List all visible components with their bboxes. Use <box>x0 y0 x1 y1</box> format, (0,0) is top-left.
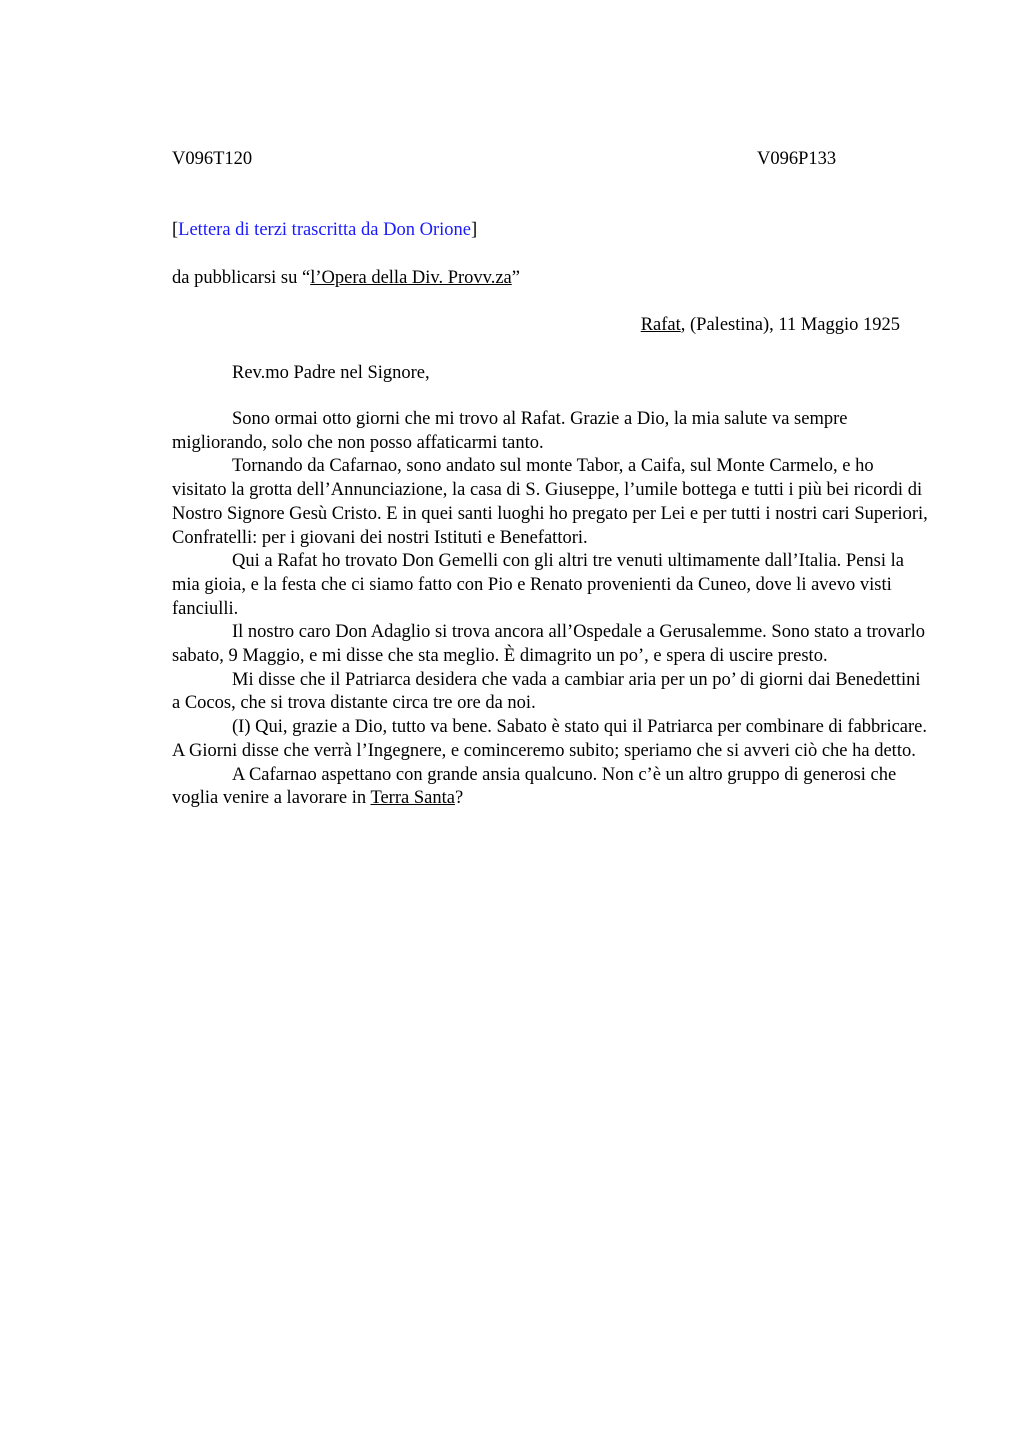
document-code-left: V096T120 <box>172 149 253 169</box>
heading-close-bracket: ] <box>470 220 478 240</box>
terra-santa-link: Terra Santa <box>370 788 455 809</box>
letter-body <box>172 408 932 811</box>
publication-note <box>172 266 520 290</box>
paragraph-7-start: A Cafarnao aspettano con grande ansia qualcuno. Non c’è un altro gruppo di generosi che voglia venire a lavorare in <box>172 764 897 809</box>
publication-journal: l’Opera della Div. Provv.za <box>310 268 512 288</box>
paragraph-7-end: ? <box>454 788 464 809</box>
document-code-right: V096P133 <box>757 149 837 169</box>
publication-suffix: ” <box>511 268 520 288</box>
dateline <box>641 313 900 337</box>
dateline-rest: , (Palestina), 11 Maggio 1925 <box>680 315 900 335</box>
heading-open-bracket: [ <box>172 220 179 240</box>
paragraph-2: Tornando da Cafarnao, sono andato sul monte Tabor, a Caifa, sul Monte Carmelo, e ho visitato la grotta dell’Annunciazione, la casa di S. Giuseppe, l’umile bottega e tutti i più bei ricordi di Nostro Signore Gesù Cristo. E in quei santi luoghi ho pregato per Lei e per tutti i nostri cari Superiori, Confratelli: per i giovani dei nostri Istituti e Benefattori. <box>172 456 928 548</box>
letter-heading <box>172 218 477 242</box>
heading-title: Lettera di terzi trascritta da Don Orione <box>178 220 471 240</box>
salutation: Rev.mo Padre nel Signore, <box>232 363 430 383</box>
dateline-place: Rafat <box>640 315 681 335</box>
paragraph-4: Il nostro caro Don Adaglio si trova ancora all’Ospedale a Gerusalemme. Sono stato a trovarlo sabato, 9 Maggio, e mi disse che sta meglio. È dimagrito un po’, e spera di uscire presto. <box>172 622 926 667</box>
paragraph-1: Sono ormai otto giorni che mi trovo al Rafat. Grazie a Dio, la mia salute va sempre migliorando, solo che non posso affaticarmi tanto. <box>172 409 848 453</box>
publication-prefix: da pubblicarsi su “ <box>172 268 311 288</box>
paragraph-5: Mi disse che il Patriarca desidera che vada a cambiar aria per un po’ di giorni dai Benedettini a Cocos, che si trova distante circa tre ore da noi. <box>172 669 921 714</box>
paragraph-3: Qui a Rafat ho trovato Don Gemelli con gli altri tre venuti ultimamente dall’Italia. Pensi la mia gioia, e la festa che ci siamo fatto con Pio e Renato provenienti da Cuneo, dove li avevo visti fanciulli. <box>172 551 904 619</box>
paragraph-7 <box>172 764 932 811</box>
paragraph-6: (I) Qui, grazie a Dio, tutto va bene. Sabato è stato qui il Patriarca per combinare di fabbricare. A Giorni disse che verrà l’Ingegnere, e cominceremo subito; speriamo che si avveri ciò che ha detto. <box>172 717 928 761</box>
